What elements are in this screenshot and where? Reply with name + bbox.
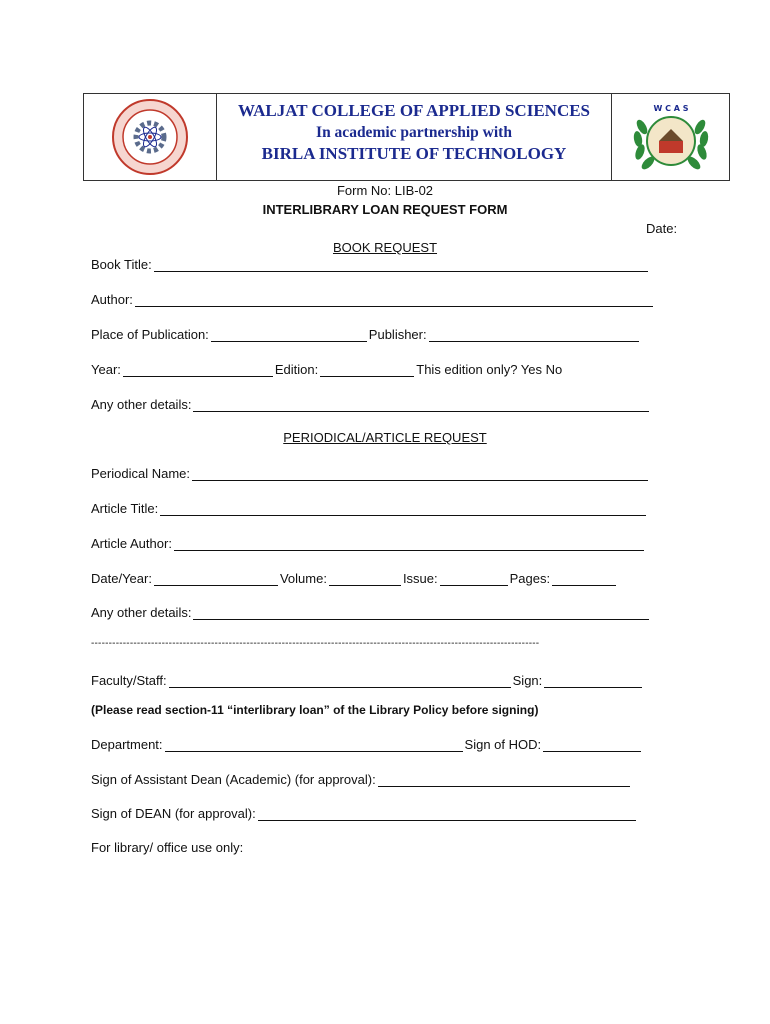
- book-request-heading: BOOK REQUEST: [332, 240, 438, 255]
- article-title-row: [91, 500, 648, 516]
- periodical-name-row: [91, 465, 650, 481]
- publication-row: [91, 326, 641, 342]
- issue-field[interactable]: [440, 573, 508, 586]
- form-number: Form No: LIB-02: [336, 183, 434, 198]
- pages-field[interactable]: [552, 573, 616, 586]
- publisher-field[interactable]: [429, 329, 639, 342]
- edition-label: Edition:: [274, 362, 319, 377]
- sign-hod-field[interactable]: [543, 739, 641, 752]
- policy-note: (Please read section-11 “interlibrary loan” of the Library Policy before signing): [91, 703, 539, 717]
- book-title-field[interactable]: [154, 259, 648, 272]
- department-field[interactable]: [165, 739, 463, 752]
- partnership-text: In academic partnership with: [316, 124, 512, 141]
- wcas-logo-text: W C A S: [652, 104, 689, 113]
- edition-only-label: This edition only? Yes No: [416, 362, 563, 377]
- year-field[interactable]: [123, 364, 273, 377]
- place-field[interactable]: [211, 329, 367, 342]
- dean-field[interactable]: [258, 808, 636, 821]
- department-label: Department:: [91, 737, 163, 752]
- periodical-other-label: Any other details:: [91, 605, 192, 620]
- book-other-field[interactable]: [193, 399, 649, 412]
- bit-logo-icon: [104, 97, 196, 177]
- edition-field[interactable]: [320, 364, 414, 377]
- department-row: [91, 736, 643, 752]
- sign-hod-label: Sign of HOD:: [464, 737, 542, 752]
- asst-dean-row: [91, 771, 632, 787]
- article-title-field[interactable]: [160, 503, 646, 516]
- separator-line: -------------------------------------------------------------------------------------------------------------------------------: [91, 638, 540, 649]
- college-name: WALJAT COLLEGE OF APPLIED SCIENCES: [237, 101, 591, 120]
- wcas-logo-icon: [626, 97, 716, 177]
- date-volume-row: [91, 570, 618, 586]
- author-row: [91, 291, 655, 307]
- periodical-name-field[interactable]: [192, 468, 648, 481]
- article-title-label: Article Title:: [91, 501, 159, 516]
- article-author-row: [91, 535, 646, 551]
- publisher-label: Publisher:: [368, 327, 427, 342]
- article-author-field[interactable]: [174, 538, 644, 551]
- faculty-label: Faculty/Staff:: [91, 673, 167, 688]
- year-label: Year:: [91, 362, 121, 377]
- pages-label: Pages:: [509, 571, 551, 586]
- periodical-heading: PERIODICAL/ARTICLE REQUEST: [283, 430, 487, 445]
- volume-label: Volume:: [279, 571, 327, 586]
- college-title-block: [217, 94, 611, 180]
- sign-field[interactable]: [544, 675, 642, 688]
- book-title-row: [91, 256, 650, 272]
- form-header: [83, 93, 730, 181]
- issue-label: Issue:: [402, 571, 438, 586]
- author-label: Author:: [91, 292, 133, 307]
- faculty-row: [91, 672, 644, 688]
- article-author-label: Article Author:: [91, 536, 172, 551]
- wcas-logo-cell: [611, 94, 729, 180]
- dean-row: [91, 805, 638, 821]
- periodical-name-label: Periodical Name:: [91, 466, 190, 481]
- asst-dean-field[interactable]: [378, 774, 630, 787]
- faculty-field[interactable]: [169, 675, 511, 688]
- date-year-field[interactable]: [154, 573, 278, 586]
- asst-dean-label: Sign of Assistant Dean (Academic) (for approval):: [91, 772, 376, 787]
- form-title: INTERLIBRARY LOAN REQUEST FORM: [262, 202, 508, 217]
- volume-field[interactable]: [329, 573, 401, 586]
- date-year-label: Date/Year:: [91, 571, 152, 586]
- year-edition-row: [91, 361, 562, 377]
- book-title-label: Book Title:: [91, 257, 152, 272]
- sign-label: Sign:: [512, 673, 543, 688]
- periodical-other-row: [91, 604, 651, 620]
- book-other-row: [91, 396, 651, 412]
- bit-logo-cell: [84, 94, 217, 180]
- periodical-other-field[interactable]: [193, 607, 649, 620]
- date-label: Date:: [646, 221, 678, 236]
- place-label: Place of Publication:: [91, 327, 209, 342]
- office-use-label: For library/ office use only:: [91, 840, 244, 855]
- book-other-label: Any other details:: [91, 397, 192, 412]
- author-field[interactable]: [135, 294, 653, 307]
- dean-label: Sign of DEAN (for approval):: [91, 806, 256, 821]
- institute-name: BIRLA INSTITUTE OF TECHNOLOGY: [261, 144, 567, 163]
